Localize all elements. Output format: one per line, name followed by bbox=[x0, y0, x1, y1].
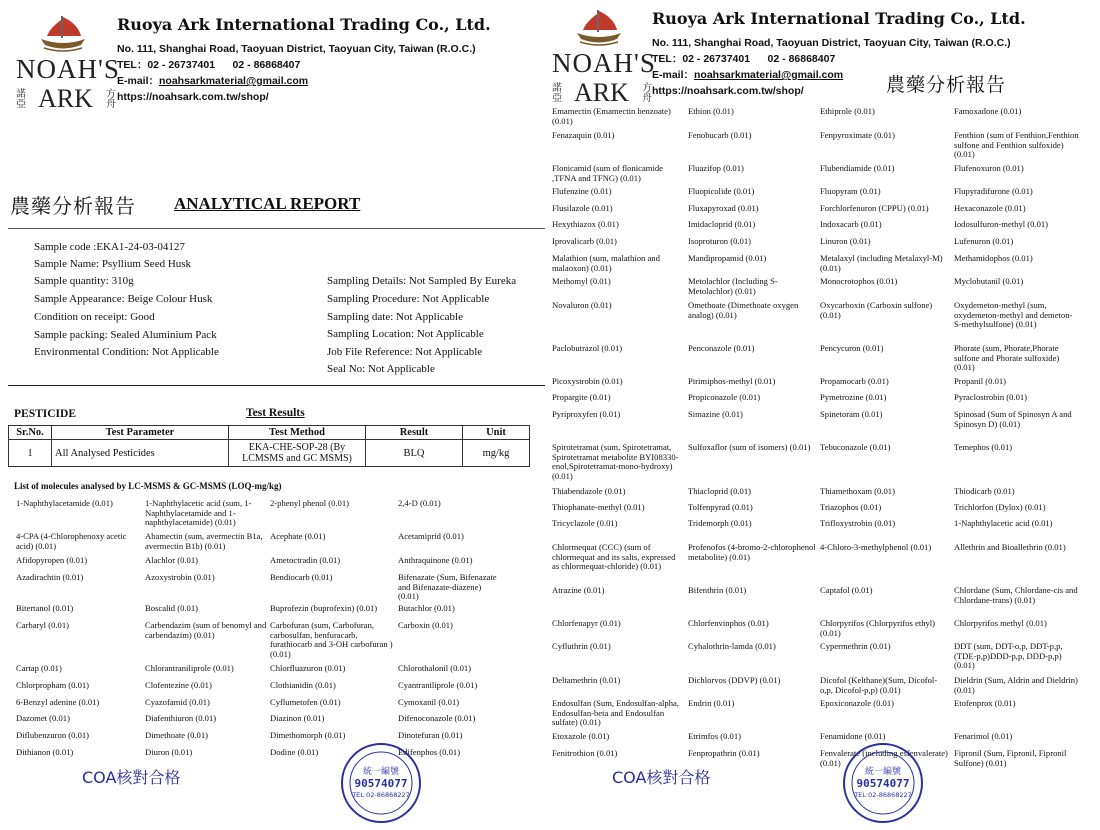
molecule-entry: Profenofos (4-bromo-2-chlorophenol metabolite) (0.01) bbox=[688, 542, 816, 562]
molecule-entry: Myclobutanil (0.01) bbox=[954, 276, 1024, 286]
molecule-entry: Metalaxyl (including Metalaxyl-M) (0.01) bbox=[820, 253, 943, 273]
molecule-entry: Cyantraniliprole (0.01) bbox=[398, 680, 478, 690]
company-email-line bbox=[117, 73, 308, 89]
molecule-entry: Pyriproxyfen (0.01) bbox=[552, 409, 621, 419]
results-table bbox=[8, 425, 530, 467]
molecule-entry: Sulfoxaflor (sum of isomers) (0.01) bbox=[688, 442, 811, 452]
molecule-entry: Allethrin and Bioallethrin (0.01) bbox=[954, 542, 1066, 552]
molecule-entry: Temephos (0.01) bbox=[954, 442, 1013, 452]
logo-noahs: NOAH'S bbox=[16, 54, 120, 84]
molecule-entry: Deltamethrin (0.01) bbox=[552, 675, 621, 685]
logo-noahs: NOAH'S bbox=[552, 48, 656, 78]
website-link[interactable]: https://noahsark.com.tw/shop/ bbox=[117, 91, 269, 103]
molecule-entry: Anthraquinone (0.01) bbox=[398, 555, 473, 565]
molecule-entry: Propiconazole (0.01) bbox=[688, 392, 761, 402]
molecule-entry: Iodosulfuron-methyl (0.01) bbox=[954, 219, 1049, 229]
molecule-entry: Emamectin (Emamectin benzoate) (0.01) bbox=[552, 106, 671, 126]
molecule-entry: Alachlor (0.01) bbox=[145, 555, 198, 565]
cell-test-method: EKA-CHE-SOP-28 (By LCMSMS and GC MSMS) bbox=[229, 440, 366, 467]
report-title-en: ANALYTICAL REPORT bbox=[174, 194, 361, 213]
molecule-entry: Fenpropathrin (0.01) bbox=[688, 748, 760, 758]
ship-icon bbox=[38, 14, 88, 56]
molecule-entry: Boscalid (0.01) bbox=[145, 603, 198, 613]
company-tel: TEL：02 - 26737401 02 - 86868407 bbox=[117, 59, 301, 71]
molecule-entry: Tridemorph (0.01) bbox=[688, 518, 752, 528]
molecule-entry: Cyhalothrin-lamda (0.01) bbox=[688, 641, 776, 651]
molecule-entry: Chlorfenvinphos (0.01) bbox=[688, 618, 769, 628]
molecule-entry: Chlordane (Sum, Chlordane-cis and Chlordane-trans) (0.01) bbox=[954, 585, 1078, 605]
molecule-entry: Fenarimol (0.01) bbox=[954, 731, 1013, 741]
molecule-entry: Chlorfenapyr (0.01) bbox=[552, 618, 621, 628]
sample-field-left: Sample Name: Psyllium Seed Husk bbox=[34, 258, 192, 270]
molecule-entry: Carboxin (0.01) bbox=[398, 620, 453, 630]
cell-result: BLQ bbox=[366, 440, 463, 467]
molecule-entry: Propargite (0.01) bbox=[552, 392, 611, 402]
molecule-entry: Fenthion (sum of Fenthion,Fenthion sulfone and Fenthion sulfoxide) (0.01) bbox=[954, 130, 1079, 159]
molecule-entry: Metolachlor (Including S-Metolachlor) (0.01) bbox=[688, 276, 778, 296]
molecule-entry: Diazinon (0.01) bbox=[270, 713, 325, 723]
molecule-entry: Fenamidone (0.01) bbox=[820, 731, 886, 741]
molecules-heading: List of molecules analysed by LC-MSMS & GC-MSMS (LOQ-mg/kg) bbox=[14, 481, 282, 491]
molecule-entry: Dinotefuran (0.01) bbox=[398, 730, 463, 740]
sample-field-right: Sampling Procedure: Not Applicable bbox=[327, 293, 490, 305]
molecule-entry: Fenobucarb (0.01) bbox=[688, 130, 752, 140]
molecule-entry: Thiacloprid (0.01) bbox=[688, 486, 752, 496]
molecule-entry: Carbendazim (sum of benomyl and carbendazim) (0.01) bbox=[145, 620, 267, 640]
molecule-entry: Isoproturon (0.01) bbox=[688, 236, 752, 246]
molecule-entry: Famoxadone (0.01) bbox=[954, 106, 1022, 116]
molecule-entry: Thiodicarb (0.01) bbox=[954, 486, 1015, 496]
report-title-cn-2: 農藥分析報告 bbox=[886, 74, 1007, 96]
molecule-entry: Omethoate (Dimethoate oxygen analog) (0.01) bbox=[688, 300, 799, 320]
molecule-entry: Cyfluthrin (0.01) bbox=[552, 641, 611, 651]
logo-cn-right: 方舟 bbox=[106, 89, 116, 110]
company-tel-2: TEL：02 - 26737401 02 - 86868407 bbox=[652, 53, 836, 65]
molecule-entry: Carbaryl (0.01) bbox=[16, 620, 69, 630]
molecule-entry: DDT (sum, DDT-o,p, DDT-p,p, (TDE-p,p)DDD-p,p, DDD-p,p) (0.01) bbox=[954, 641, 1063, 670]
pesticide-label: PESTICIDE bbox=[14, 408, 76, 420]
header-result: Result bbox=[366, 426, 463, 440]
website-link-2[interactable]: https://noahsark.com.tw/shop/ bbox=[652, 85, 804, 97]
molecule-entry: Flusilazole (0.01) bbox=[552, 203, 613, 213]
molecule-entry: Fluxapyroxad (0.01) bbox=[688, 203, 759, 213]
molecule-entry: 1-Naphthylacetamide (0.01) bbox=[16, 498, 113, 508]
molecule-entry: Fenvalerate (including esfenvalerate) (0.01) bbox=[820, 748, 948, 768]
header-test-parameter: Test Parameter bbox=[52, 426, 229, 440]
molecule-entry: Dieldrin (Sum, Aldrin and Dieldrin) (0.01) bbox=[954, 675, 1078, 695]
molecule-entry: Paclobutrazol (0.01) bbox=[552, 343, 623, 353]
molecule-entry: Chlorfluazuron (0.01) bbox=[270, 663, 346, 673]
molecule-entry: Ametoctradin (0.01) bbox=[270, 555, 341, 565]
molecule-entry: Clofentezine (0.01) bbox=[145, 680, 212, 690]
molecule-entry: Acetamiprid (0.01) bbox=[398, 531, 464, 541]
molecule-entry: Triazophos (0.01) bbox=[820, 502, 882, 512]
molecule-entry: Azadirachtin (0.01) bbox=[16, 572, 84, 582]
molecule-entry: Penconazole (0.01) bbox=[688, 343, 755, 353]
molecule-entry: Forchlorfenuron (CPPU) (0.01) bbox=[820, 203, 929, 213]
results-header-row bbox=[9, 426, 530, 440]
molecule-entry: Dichlorvos (DDVP) (0.01) bbox=[688, 675, 781, 685]
molecule-entry: Ethiprole (0.01) bbox=[820, 106, 875, 116]
molecule-entry: Dimethoate (0.01) bbox=[145, 730, 209, 740]
molecule-entry: Cartap (0.01) bbox=[16, 663, 62, 673]
molecule-entry: Captafol (0.01) bbox=[820, 585, 873, 595]
molecule-entry: Dicofol (Kelthane)(Sum, Dicofol-o,p, Dicofol-p,p) (0.01) bbox=[820, 675, 938, 695]
molecule-entry: Dodine (0.01) bbox=[270, 747, 319, 757]
molecule-entry: Cyflumetofen (0.01) bbox=[270, 697, 341, 707]
molecule-entry: Bifenthrin (0.01) bbox=[688, 585, 747, 595]
molecule-entry: Buprofezin (buprofexin) (0.01) bbox=[270, 603, 378, 613]
molecule-entry: Malathion (sum, malathion and malaoxon) (0.01) bbox=[552, 253, 660, 273]
company-email-line-2 bbox=[652, 67, 843, 83]
molecule-entry: Tricyclazole (0.01) bbox=[552, 518, 618, 528]
molecule-entry: Tolfenpyrad (0.01) bbox=[688, 502, 753, 512]
seal-line-1: 統一編號 bbox=[362, 767, 400, 777]
sample-field-left: Environmental Condition: Not Applicable bbox=[34, 346, 219, 358]
company-name: Ruoya Ark International Trading Co., Ltd. bbox=[117, 15, 491, 34]
molecule-entry: 1-Naphthylacetic acid (sum, 1-Naphthylacetamide and 1-naphthylacetamide) (0.01) bbox=[145, 498, 252, 527]
molecule-entry: Mandipropamid (0.01) bbox=[688, 253, 767, 263]
molecule-entry: Chlorothalonil (0.01) bbox=[398, 663, 472, 673]
molecule-entry: Etoxazole (0.01) bbox=[552, 731, 610, 741]
report-title-cn: 農藥分析報告 bbox=[10, 194, 136, 218]
header-unit: Unit bbox=[463, 426, 530, 440]
coa-stamp-text-2: COA核對合格 bbox=[612, 768, 711, 787]
molecule-entry: Chlormequat (CCC) (sum of chlormequat and its salts, expressed as chlormequat-chloride) (0.01) bbox=[552, 542, 676, 571]
sample-field-right: Sampling Details: Not Sampled By Eureka bbox=[327, 275, 517, 287]
molecule-entry: Fluopyram (0.01) bbox=[820, 186, 881, 196]
molecule-entry: 1-Naphthylacetic acid (0.01) bbox=[954, 518, 1053, 528]
seal-line-3: TEL:02-86868227 bbox=[352, 791, 410, 799]
molecule-entry: Simazine (0.01) bbox=[688, 409, 743, 419]
molecule-entry: Chlorantraniliprole (0.01) bbox=[145, 663, 234, 673]
molecule-entry: Pymetrozine (0.01) bbox=[820, 392, 887, 402]
molecule-entry: Fluopicolide (0.01) bbox=[688, 186, 755, 196]
molecule-entry: Flupyradifurone (0.01) bbox=[954, 186, 1033, 196]
company-name-2: Ruoya Ark International Trading Co., Ltd. bbox=[652, 9, 1026, 28]
molecule-entry: 4-Chloro-3-methylphenol (0.01) bbox=[820, 542, 932, 552]
sample-field-left: Sample packing: Sealed Aluminium Pack bbox=[34, 329, 217, 341]
molecule-entry: Fenitrothion (0.01) bbox=[552, 748, 618, 758]
molecule-entry: 2,4-D (0.01) bbox=[398, 498, 441, 508]
email-label: E-mail： bbox=[652, 69, 695, 81]
molecule-entry: Spinosad (Sum of Spinosyn A and Spinosyn D) (0.01) bbox=[954, 409, 1072, 429]
report-page-2 bbox=[550, 0, 1100, 830]
ship-icon bbox=[574, 8, 624, 50]
molecule-entry: Abamectin (sum, avermectin B1a, avermectin B1b) (0.01) bbox=[145, 531, 263, 551]
molecule-entry: Dimethomorph (0.01) bbox=[270, 730, 346, 740]
report-page-1 bbox=[0, 0, 545, 830]
company-address-2: No. 111, Shanghai Road, Taoyuan District, Taoyuan City, Taiwan (R.O.C.) bbox=[652, 37, 1011, 49]
molecule-entry: Bendiocarb (0.01) bbox=[270, 572, 333, 582]
molecule-entry: Difenoconazole (0.01) bbox=[398, 713, 476, 723]
sample-field-right: Sampling Location: Not Applicable bbox=[327, 328, 484, 340]
molecule-entry: Endosulfan (Sum, Endosulfan-alpha, Endosulfan-beta and Endosulfan sulfate) (0.01) bbox=[552, 698, 679, 727]
molecule-entry: Carbofuran (sum, Carbofuran, carbosulfan, benfuracarb, furathiocarb and 3-OH carbofuran ) (0.01) bbox=[270, 620, 393, 659]
molecule-entry: Propanil (0.01) bbox=[954, 376, 1007, 386]
molecule-entry: Cyazofamid (0.01) bbox=[145, 697, 210, 707]
molecule-entry: Pyraclostrobin (0.01) bbox=[954, 392, 1028, 402]
molecule-entry: Monocrotophos (0.01) bbox=[820, 276, 898, 286]
molecule-entry: Chlorpropham (0.01) bbox=[16, 680, 90, 690]
molecule-entry: 2-phenyl phenol (0.01) bbox=[270, 498, 349, 508]
molecule-entry: Ethion (0.01) bbox=[688, 106, 734, 116]
molecule-entry: Methamidophos (0.01) bbox=[954, 253, 1033, 263]
molecule-entry: Propamocarb (0.01) bbox=[820, 376, 889, 386]
sample-field-right: Seal No: Not Applicable bbox=[327, 363, 435, 375]
molecule-entry: Thiamethoxam (0.01) bbox=[820, 486, 895, 496]
molecule-entry: Edifenphos (0.01) bbox=[398, 747, 461, 757]
header-test-method: Test Method bbox=[229, 426, 366, 440]
molecule-entry: Linuron (0.01) bbox=[820, 236, 871, 246]
molecule-entry: Flonicamid (sum of flonicamide ,TFNA and TFNG) (0.01) bbox=[552, 163, 663, 183]
molecule-entry: Flufenoxuron (0.01) bbox=[954, 163, 1024, 173]
molecule-entry: Hexythiazox (0.01) bbox=[552, 219, 619, 229]
molecule-entry: Dazomet (0.01) bbox=[16, 713, 70, 723]
molecule-entry: Imidacloprid (0.01) bbox=[688, 219, 756, 229]
divider-middle bbox=[8, 385, 545, 386]
noahs-ark-logo bbox=[16, 14, 120, 113]
logo-ark: ARK bbox=[574, 78, 629, 107]
cell-unit: mg/kg bbox=[463, 440, 530, 467]
email-link[interactable]: noahsarkmaterial@gmail.com bbox=[159, 75, 309, 87]
molecule-entry: Thiabendazole (0.01) bbox=[552, 486, 626, 496]
molecule-entry: Indoxacarb (0.01) bbox=[820, 219, 882, 229]
sample-field-left: Condition on receipt: Good bbox=[34, 311, 155, 323]
sample-field-left: Sample code :EKA1-24-03-04127 bbox=[34, 241, 185, 253]
molecule-entry: Flubendiamide (0.01) bbox=[820, 163, 895, 173]
company-seal-stamp-2 bbox=[842, 742, 924, 824]
molecule-entry: Dithianon (0.01) bbox=[16, 747, 74, 757]
noahs-ark-logo-2 bbox=[552, 8, 656, 107]
coa-stamp-text: COA核對合格 bbox=[82, 768, 181, 787]
molecule-entry: Hexaconazole (0.01) bbox=[954, 203, 1026, 213]
molecule-entry: Acephate (0.01) bbox=[270, 531, 326, 541]
logo-cn-left: 諾亞 bbox=[552, 83, 562, 104]
molecule-entry: Fenazaquin (0.01) bbox=[552, 130, 615, 140]
molecule-entry: Oxycarboxin (Carboxin sulfone) (0.01) bbox=[820, 300, 933, 320]
molecule-entry: Bitertanol (0.01) bbox=[16, 603, 74, 613]
seal-line-1: 統一編號 bbox=[864, 767, 902, 777]
header-sr-no: Sr.No. bbox=[9, 426, 52, 440]
molecule-entry: Thiophanate-methyl (0.01) bbox=[552, 502, 645, 512]
sample-field-right: Sampling date: Not Applicable bbox=[327, 311, 463, 323]
email-link[interactable]: noahsarkmaterial@gmail.com bbox=[694, 69, 844, 81]
molecule-entry: Etrimfos (0.01) bbox=[688, 731, 741, 741]
test-results-label: Test Results bbox=[246, 407, 305, 419]
molecule-entry: Clothianidin (0.01) bbox=[270, 680, 336, 690]
molecule-entry: Phorate (sum, Phorate,Phorate sulfone and Phorate sulfoxide) (0.01) bbox=[954, 343, 1060, 372]
sample-field-left: Sample Appearance: Beige Colour Husk bbox=[34, 293, 213, 305]
molecule-entry: Spinetoram (0.01) bbox=[820, 409, 883, 419]
molecule-entry: Endrin (0.01) bbox=[688, 698, 735, 708]
molecule-entry: Diuron (0.01) bbox=[145, 747, 193, 757]
molecule-entry: 6-Benzyl adenine (0.01) bbox=[16, 697, 100, 707]
molecule-entry: Fluazifop (0.01) bbox=[688, 163, 744, 173]
molecule-entry: Trichlorfon (Dylox) (0.01) bbox=[954, 502, 1046, 512]
molecule-entry: Fenpyroximate (0.01) bbox=[820, 130, 895, 140]
divider-top bbox=[8, 228, 545, 229]
molecule-entry: Flufenzine (0.01) bbox=[552, 186, 612, 196]
molecule-entry: Spirotetramat (sum, Spirotetramat, Spirotetramat metabolite BYI08330-enol,Spirotetramat-mono-hydroxy) (0.01) bbox=[552, 442, 679, 481]
molecule-entry: Trifloxystrobin (0.01) bbox=[820, 518, 896, 528]
molecule-entry: Azoxystrobin (0.01) bbox=[145, 572, 215, 582]
company-address: No. 111, Shanghai Road, Taoyuan District, Taoyuan City, Taiwan (R.O.C.) bbox=[117, 43, 476, 55]
molecule-entry: Pirimiphos-methyl (0.01) bbox=[688, 376, 776, 386]
molecule-entry: Butachlor (0.01) bbox=[398, 603, 455, 613]
molecule-entry: Picoxystrobin (0.01) bbox=[552, 376, 623, 386]
molecule-entry: Epoxiconazole (0.01) bbox=[820, 698, 894, 708]
logo-cn-left: 諾亞 bbox=[16, 89, 26, 110]
seal-line-3: TEL:02-86868227 bbox=[854, 791, 912, 799]
results-row bbox=[9, 440, 530, 467]
molecule-entry: Diflubenzuron (0.01) bbox=[16, 730, 90, 740]
molecule-entry: Lufenuron (0.01) bbox=[954, 236, 1014, 246]
molecule-entry: Chlorpyrifos (Chlorpyrifos ethyl) (0.01) bbox=[820, 618, 936, 638]
molecule-entry: Tebuconazole (0.01) bbox=[820, 442, 891, 452]
cell-test-parameter: All Analysed Pesticides bbox=[52, 440, 229, 467]
sample-field-right: Job File Reference: Not Applicable bbox=[327, 346, 483, 358]
sample-field-left: Sample quantity: 310g bbox=[34, 275, 134, 287]
molecule-entry: Cypermethrin (0.01) bbox=[820, 641, 891, 651]
molecule-entry: Pencycuron (0.01) bbox=[820, 343, 884, 353]
molecule-entry: Bifenazate (Sum, Bifenazate and Bifenazate-diazene) (0.01) bbox=[398, 572, 497, 601]
molecule-entry: Methomyl (0.01) bbox=[552, 276, 611, 286]
seal-line-2: 90574077 bbox=[856, 777, 910, 790]
seal-line-2: 90574077 bbox=[354, 777, 408, 790]
molecule-entry: Afidopyropen (0.01) bbox=[16, 555, 88, 565]
molecule-entry: Etofenprox (0.01) bbox=[954, 698, 1016, 708]
cell-sr-no: 1 bbox=[9, 440, 52, 467]
company-seal-stamp bbox=[340, 742, 422, 824]
logo-ark: ARK bbox=[38, 84, 93, 113]
molecule-entry: Diafenthiuron (0.01) bbox=[145, 713, 217, 723]
molecule-entry: Novaluron (0.01) bbox=[552, 300, 612, 310]
molecule-entry: Cymoxanil (0.01) bbox=[398, 697, 460, 707]
molecule-entry: Atrazine (0.01) bbox=[552, 585, 605, 595]
molecule-entry: Iprovalicarb (0.01) bbox=[552, 236, 617, 246]
logo-cn-right: 方舟 bbox=[642, 83, 652, 104]
molecule-entry: 4-CPA (4-Chlorophenoxy acetic acid) (0.01) bbox=[16, 531, 127, 551]
molecule-entry: Oxydemeton-methyl (sum, oxydemeton-methyl and demeton-S-methylsulfone) (0.01) bbox=[954, 300, 1073, 329]
email-label: E-mail： bbox=[117, 75, 160, 87]
molecule-entry: Chlorpyrifos methyl (0.01) bbox=[954, 618, 1047, 628]
molecule-entry: Fipronil (Sum, Fipronil, Fipronil Sulfone) (0.01) bbox=[954, 748, 1067, 768]
